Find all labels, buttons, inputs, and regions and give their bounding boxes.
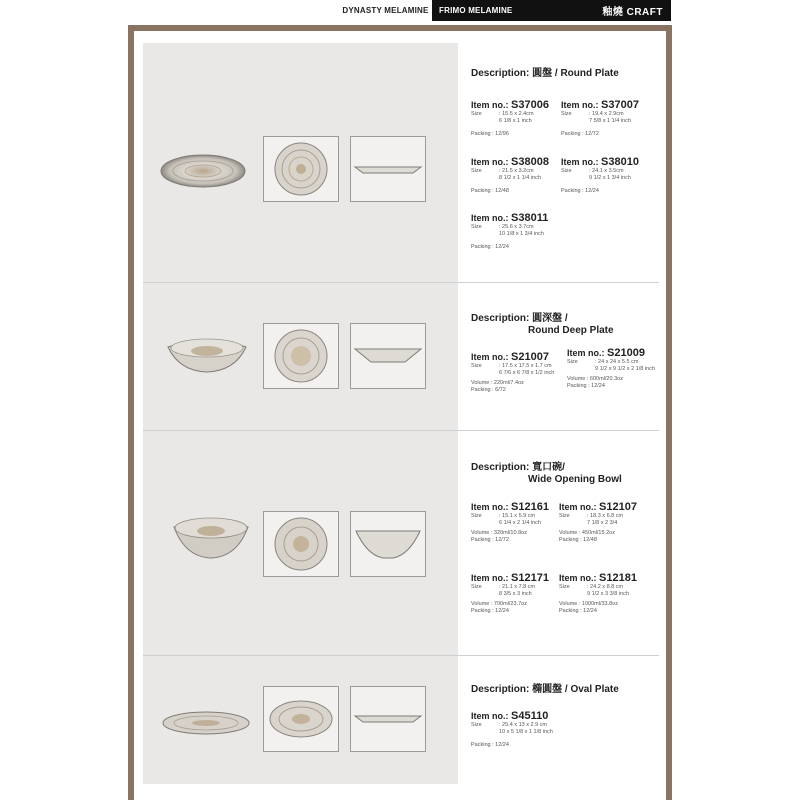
product-photo-area <box>143 283 458 431</box>
item-number: Item no.: S21009 <box>567 347 645 359</box>
item-number: Item no.: S45110 <box>471 710 549 722</box>
item-number: Item no.: S12181 <box>559 572 637 584</box>
oval-plate-perspective-image <box>161 708 251 738</box>
craft-label: 釉燒 CRAFT <box>602 7 663 18</box>
item-card: Item no.: S21007 Size : 17.5 x 17.5 x 1.7 cm 6 7/6 x 6 7/8 x 1/2 inch Volume : 220ml/7.4oz Packing : 6/72 <box>471 351 567 394</box>
bowl-info <box>471 462 661 486</box>
deep-plate-side-image <box>353 344 423 368</box>
item-number: Item no.: S37007 <box>561 99 639 111</box>
round-plate-side-image <box>353 159 423 179</box>
bowl-top-view-box <box>263 511 339 577</box>
item-number: Item no.: S12107 <box>559 501 637 513</box>
section-wide-opening-bowl <box>143 431 659 656</box>
tab-frimo-melamine[interactable] <box>432 0 671 21</box>
section-round-deep-plate <box>143 283 659 431</box>
oval-plate-top-view-box <box>263 686 339 752</box>
description: Description: 圓深盤 / Round Deep Plate <box>471 313 614 336</box>
product-photo-area <box>143 43 458 283</box>
round-plate-top-view-box <box>263 136 339 202</box>
bowl-side-view-box <box>350 511 426 577</box>
round-plate-top-image <box>273 141 329 197</box>
description: Description: 寬口碗/ Wide Opening Bowl <box>471 462 622 485</box>
description: Description: 圓盤 / Round Plate <box>471 68 619 79</box>
oval-plate-top-image <box>268 697 334 741</box>
deep-plate-top-image <box>273 328 329 384</box>
item-card: Item no.: S12181 Size : 24.2 x 8.8 cm 9 1/2 x 3 3/8 inch Volume : 1000ml/33.8oz Packing : 12/24 <box>559 572 655 615</box>
oval-plate-side-view-box <box>350 686 426 752</box>
deep-plate-info <box>471 313 661 337</box>
deep-plate-top-view-box <box>263 323 339 389</box>
item-number: Item no.: S38010 <box>561 156 639 168</box>
item-card: Item no.: S37006 Size : 15.5 x 2.4cm 6 1/8 x 1 inch Packing : 12/96 <box>471 99 567 138</box>
item-number: Item no.: S37006 <box>471 99 549 111</box>
item-card: Item no.: S38011 Size : 25.6 x 3.7cm 10 1/8 x 1 3/4 inch Packing : 12/24 <box>471 212 567 251</box>
item-card: Item no.: S21009 Size : 24 x 24 x 5.5 cm 9 1/2 x 9 1/2 x 2 1/8 inch Volume : 600ml/20.3oz Packing : 12/24 <box>567 347 663 390</box>
item-card: Item no.: S12107 Size : 18.3 x 6.8 cm 7 1/8 x 2 3/4 Volume : 450ml/15.2oz Packing : 12/48 <box>559 501 655 544</box>
header-bar <box>339 0 671 21</box>
item-card: Item no.: S38008 Size : 21.5 x 3.2cm 8 1/2 x 1 1/4 inch Packing : 12/48 <box>471 156 567 195</box>
round-plate-side-view-box <box>350 136 426 202</box>
oval-plate-side-image <box>353 710 423 728</box>
item-card: Item no.: S12171 Size : 21.1 x 7.8 cm 8 3/5 x 3 inch Volume : 700ml/23.7oz Packing : 12/24 <box>471 572 567 615</box>
item-card: Item no.: S45110 Size : 25.4 x 13 x 2.9 cm 10 x 5 1/8 x 1 1/8 inch Packing : 12/24 <box>471 710 567 749</box>
catalog-page <box>128 25 672 800</box>
deep-plate-perspective-image <box>165 335 249 375</box>
product-photo-area <box>143 431 458 656</box>
bowl-top-image <box>273 516 329 572</box>
round-plate-info <box>471 68 661 80</box>
item-number: Item no.: S12171 <box>471 572 549 584</box>
section-round-plate <box>143 43 659 283</box>
oval-plate-info <box>471 684 661 696</box>
item-card: Item no.: S37007 Size : 19.4 x 2.9cm 7 5/8 x 1 1/4 inch Packing : 12/72 <box>561 99 657 138</box>
item-number: Item no.: S38008 <box>471 156 549 168</box>
tab-frimo-label: FRIMO MELAMINE <box>439 6 513 15</box>
product-photo-area <box>143 656 458 784</box>
round-plate-perspective-image <box>159 153 247 189</box>
item-number: Item no.: S38011 <box>471 212 549 224</box>
item-number: Item no.: S12161 <box>471 501 549 513</box>
tab-dynasty-melamine[interactable]: DYNASTY MELAMINE <box>339 0 432 21</box>
section-oval-plate <box>143 656 659 784</box>
description: Description: 橢圓盤 / Oval Plate <box>471 684 619 695</box>
bowl-side-image <box>353 527 423 561</box>
item-card: Item no.: S38010 Size : 24.1 x 3.5cm 9 1/2 x 1 3/4 inch Packing : 12/24 <box>561 156 657 195</box>
bowl-perspective-image <box>171 515 251 561</box>
deep-plate-side-view-box <box>350 323 426 389</box>
item-number: Item no.: S21007 <box>471 351 549 363</box>
item-card: Item no.: S12161 Size : 15.1 x 5.9 cm 6 1/4 x 2 1/4 inch Volume : 320ml/10.8oz Packing : 12/72 <box>471 501 567 544</box>
